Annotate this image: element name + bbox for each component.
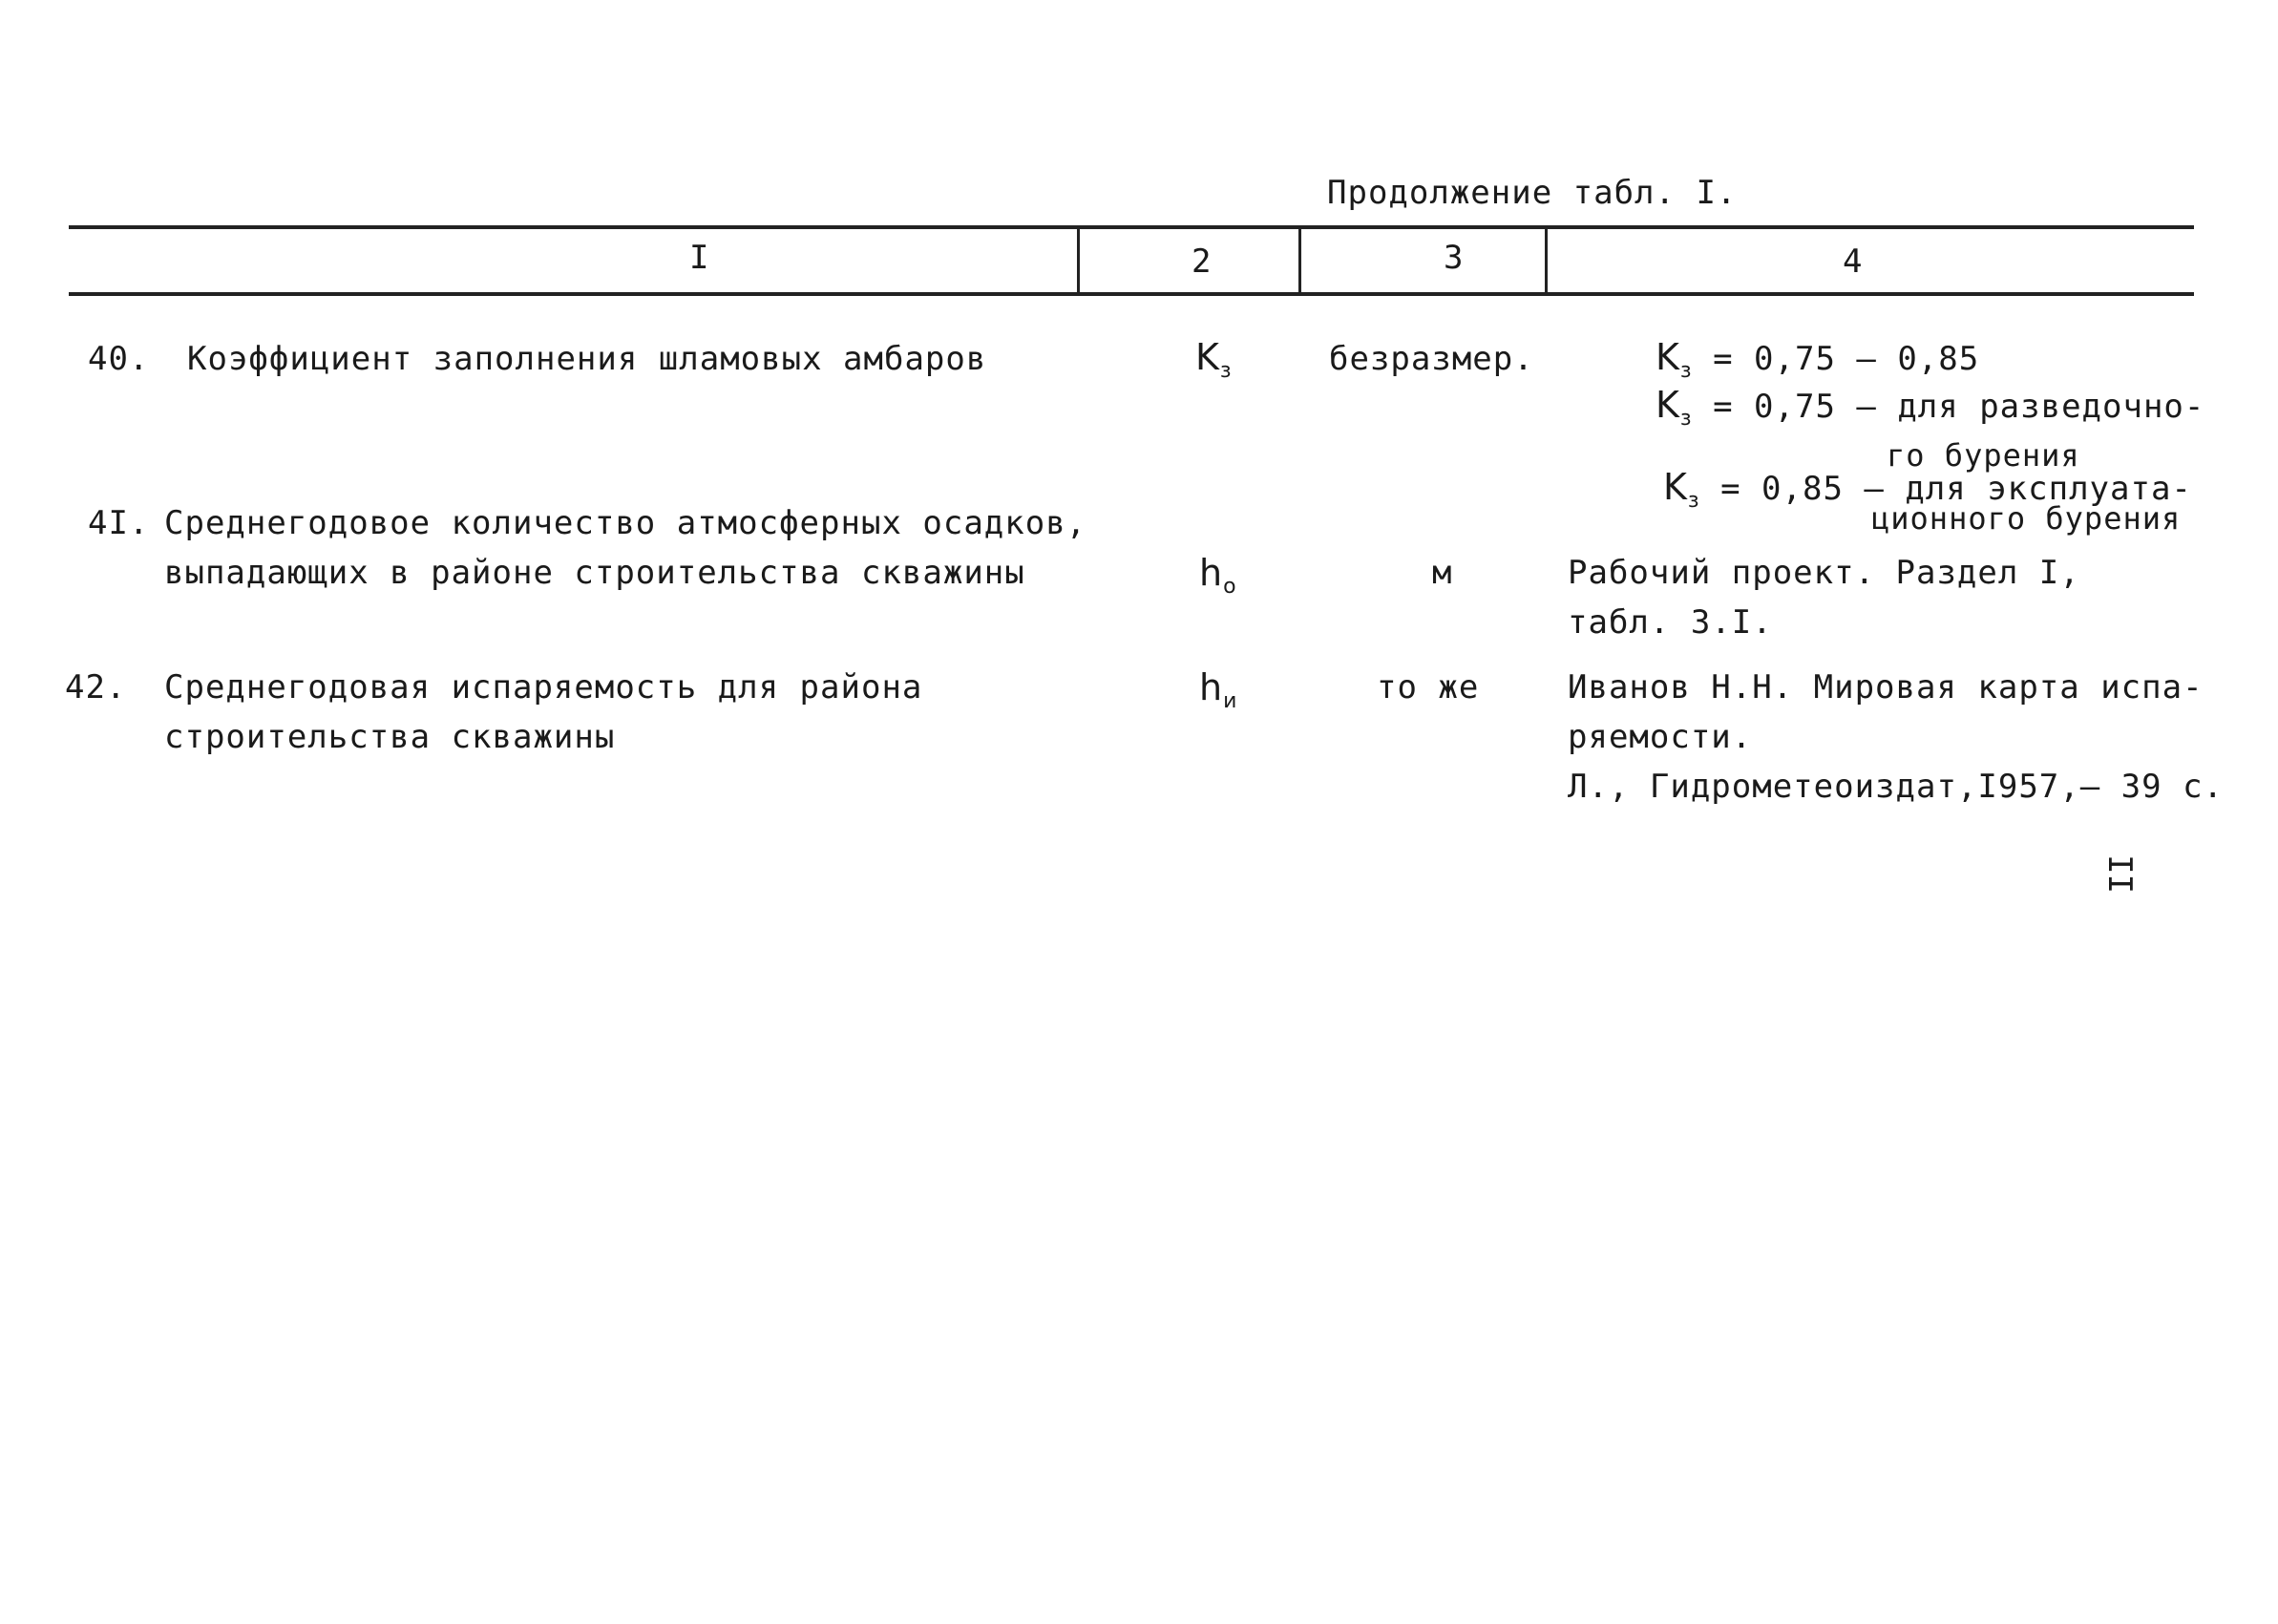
header-col-1: I <box>689 239 710 277</box>
row-41-description-line-2: выпадающих в районе строительства скважины <box>164 554 1025 592</box>
column-divider-3 <box>1545 225 1548 295</box>
row-42-source-line-2: ряемости. <box>1568 718 1753 756</box>
row-42-description-line-2: строительства скважины <box>164 718 616 756</box>
row-40-number: 40. <box>88 340 150 378</box>
row-40-value-2: $K_з = 0,75$ – для разведочно- <box>1656 384 2205 431</box>
row-41-symbol: $h_о$ <box>1199 552 1237 599</box>
row-41-source-line-2: табл. 3.I. <box>1568 603 1773 642</box>
row-40-value-1: $K_з = 0,75 - 0,85$ <box>1656 336 1980 383</box>
row-41-source-line-1: Рабочий проект. Раздел I, <box>1568 554 2080 592</box>
header-col-2: 2 <box>1192 243 1213 281</box>
row-42-unit: то же <box>1377 668 1480 707</box>
header-col-4: 4 <box>1843 243 1864 281</box>
header-top-rule <box>69 225 2194 229</box>
row-41-description-line-1: Среднегодовое количество атмосферных осадков, <box>164 504 1087 542</box>
row-41-number: 4I. <box>88 504 150 542</box>
header-bottom-rule <box>69 292 2194 296</box>
column-divider-1 <box>1077 225 1080 295</box>
table-caption: Продолжение табл. I. <box>1327 174 1738 212</box>
row-42-symbol: $h_и$ <box>1199 666 1238 713</box>
row-42-description-line-1: Среднегодовая испаряемость для района <box>164 668 923 707</box>
row-40-unit: безразмер. <box>1329 340 1534 378</box>
row-41-unit: м <box>1432 554 1453 592</box>
row-40-value-5: ционного бурения <box>1871 500 2182 537</box>
row-42-source-line-3: Л., Гидрометеоиздат,I957,– 39 с. <box>1568 768 2225 806</box>
row-42-number: 42. <box>65 668 127 707</box>
row-40-description: Коэффициент заполнения шламовых амбаров <box>187 340 987 378</box>
page-number: II <box>2100 854 2139 894</box>
header-col-3: 3 <box>1444 239 1465 277</box>
row-40-value-4: $K_з = 0,85$ – для эксплуата- <box>1663 466 2192 513</box>
row-40-symbol: $K_з$ <box>1195 336 1233 383</box>
row-42-source-line-1: Иванов Н.Н. Мировая карта испа- <box>1568 668 2204 707</box>
column-divider-2 <box>1298 225 1301 295</box>
row-40-value-3: го бурения <box>1887 437 2080 474</box>
